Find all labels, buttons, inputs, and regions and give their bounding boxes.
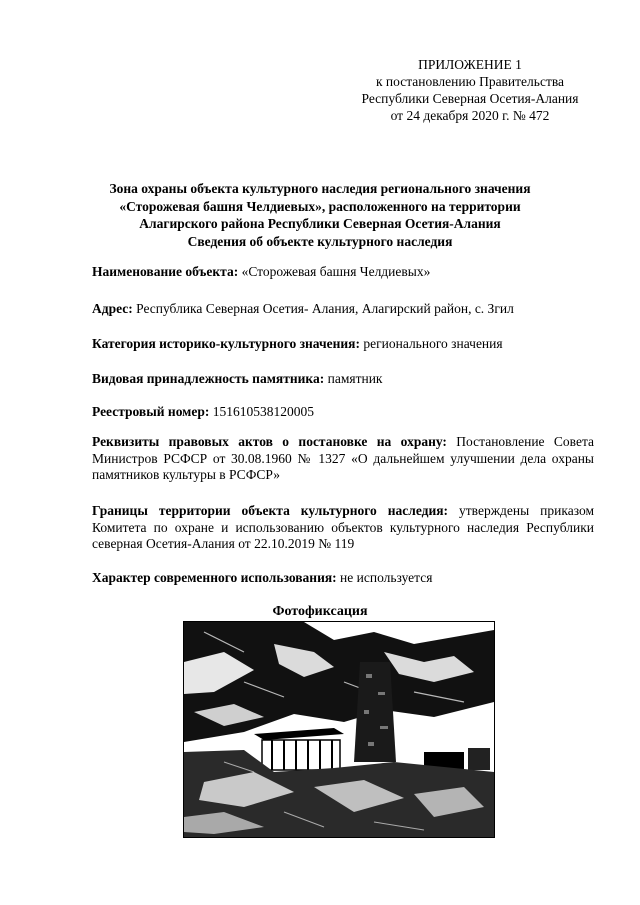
field-category-label: Категория историко-культурного значения: [92,336,360,351]
field-registry [92,404,594,421]
heading-line-3: Алагирского района Республики Северная Осетия-Алания [139,216,501,231]
heading-line-2: «Сторожевая башня Челдиевых», расположенного на территории [119,198,521,214]
document-heading [60,180,580,250]
heading-line-4: Сведения об объекте культурного наследия [187,233,453,249]
field-address [92,301,594,318]
field-usage-value: не используется [336,570,433,585]
field-name [92,264,594,281]
tower-photo-graphic [184,622,494,837]
field-address-value: Республика Северная Осетия- Алания, Алагирский район, с. Згил [132,301,514,316]
field-type-label: Видовая принадлежность памятника: [92,371,325,386]
field-registry-label: Реестровый номер: [92,404,210,419]
field-address-label: Адрес: [92,301,133,316]
field-type-value: памятник [324,371,383,386]
field-category [92,336,594,353]
field-boundaries-label: Границы территории объекта культурного наследия: [92,503,449,518]
field-legal-label: Реквизиты правовых актов о постановке на охрану: [92,434,447,449]
field-legal-value: Постановление Совета Министров РСФСР от 30.08.1960 № 1327 «О дальнейшем улучшении дела охраны памятников культуры в РСФСР» [92,434,594,482]
field-boundaries-value: утверждены приказом Комитета по охране и использованию объектов культурного наследия Республики северная Осетия-Алания от 22.10.2019 № 119 [92,503,594,551]
appendix-line-4: от 24 декабря 2020 г. № 472 [390,108,550,123]
field-usage-label: Характер современного использования: [92,570,337,585]
field-boundaries [92,503,594,553]
field-legal-acts [92,434,594,484]
field-usage [92,570,594,587]
appendix-title: ПРИЛОЖЕНИЕ 1 [418,57,522,72]
field-name-value: «Сторожевая башня Челдиевых» [238,264,431,279]
field-category-value: регионального значения [359,336,503,351]
field-type [92,371,594,388]
appendix-block [330,56,610,124]
heading-line-1: Зона охраны объекта культурного наследия регионального значения [109,181,531,196]
photo-section-title: Фотофиксация [272,604,368,619]
appendix-line-2: к постановлению Правительства [375,74,565,89]
tower-photo [183,621,495,838]
field-name-label: Наименование объекта: [92,264,239,279]
appendix-line-3: Республики Северная Осетия-Алания [361,91,579,106]
field-registry-value: 151610538120005 [209,404,314,419]
